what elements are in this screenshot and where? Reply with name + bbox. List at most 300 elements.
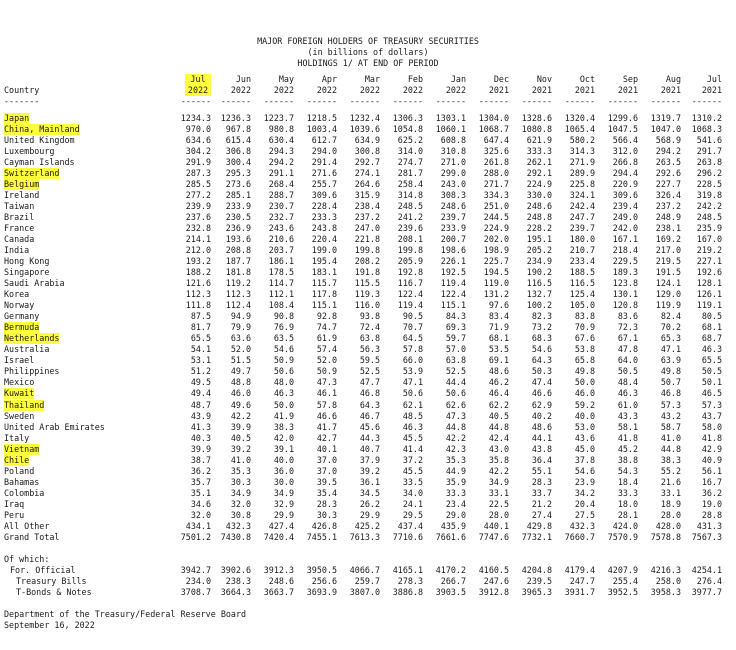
holding-value: 23.9 bbox=[574, 476, 595, 487]
holding-value: 285.5 bbox=[185, 179, 211, 190]
holding-value: 225.7 bbox=[483, 256, 509, 267]
holding-value: 130.1 bbox=[612, 289, 638, 300]
holding-value: 58.0 bbox=[701, 421, 722, 432]
holding-value: 55.2 bbox=[660, 465, 681, 476]
holding-value: 93.8 bbox=[359, 311, 380, 322]
holding-value: 237.2 bbox=[354, 212, 380, 223]
of-which-value: 3693.9 bbox=[306, 586, 337, 597]
holding-value: 205.2 bbox=[526, 245, 552, 256]
holding-value: 128.1 bbox=[696, 278, 722, 289]
column-header-year: 2021 bbox=[531, 85, 552, 96]
holding-value: 292.1 bbox=[526, 168, 552, 179]
table-row bbox=[4, 267, 732, 278]
table-row bbox=[4, 344, 732, 355]
holding-value: 34.9 bbox=[488, 476, 509, 487]
holding-value: 967.8 bbox=[225, 124, 251, 135]
holding-value: 167.1 bbox=[612, 234, 638, 245]
holding-value: 84.3 bbox=[445, 311, 466, 322]
table-row bbox=[4, 366, 732, 377]
holding-value: 45.5 bbox=[402, 432, 423, 443]
holding-value: 192.5 bbox=[440, 267, 466, 278]
holding-value: 1299.6 bbox=[607, 113, 638, 124]
holding-value: 119.4 bbox=[397, 300, 423, 311]
country-name: Grand Total bbox=[4, 531, 60, 542]
holding-value: 43.2 bbox=[660, 410, 681, 421]
holding-value: 1039.6 bbox=[349, 124, 380, 135]
holding-value: 41.9 bbox=[273, 410, 294, 421]
holding-value: 181.8 bbox=[225, 267, 251, 278]
document-title: MAJOR FOREIGN HOLDERS OF TREASURY SECURITIES bbox=[257, 36, 479, 46]
holding-value: 199.0 bbox=[311, 245, 337, 256]
holding-value: 64.3 bbox=[359, 399, 380, 410]
holding-value: 227.7 bbox=[655, 179, 681, 190]
holding-value: 49.6 bbox=[230, 399, 251, 410]
holding-value: 30.8 bbox=[230, 509, 251, 520]
holding-value: 50.3 bbox=[531, 366, 552, 377]
country-name: Japan bbox=[4, 113, 30, 124]
table-row bbox=[4, 488, 732, 499]
holding-value: 47.3 bbox=[316, 377, 337, 388]
holding-value: 54.1 bbox=[190, 344, 211, 355]
holding-value: 285.1 bbox=[225, 190, 251, 201]
holding-value: 7660.7 bbox=[564, 531, 595, 542]
country-name: Korea bbox=[4, 289, 30, 300]
holding-value: 230.7 bbox=[268, 201, 294, 212]
of-which-value: 3942.7 bbox=[180, 564, 211, 575]
of-which-row bbox=[4, 576, 732, 587]
country-name: Australia bbox=[4, 344, 50, 355]
holding-value: 68.1 bbox=[488, 333, 509, 344]
holding-value: 39.2 bbox=[359, 465, 380, 476]
holding-value: 1068.7 bbox=[478, 124, 509, 135]
table-row bbox=[4, 311, 732, 322]
holding-value: 57.4 bbox=[316, 344, 337, 355]
holding-value: 70.7 bbox=[402, 322, 423, 333]
holding-value: 427.4 bbox=[268, 520, 294, 531]
holding-value: 288.0 bbox=[483, 168, 509, 179]
holding-value: 261.8 bbox=[483, 157, 509, 168]
holding-value: 312.0 bbox=[612, 146, 638, 157]
holding-value: 28.0 bbox=[660, 509, 681, 520]
of-which-row bbox=[4, 587, 732, 598]
holding-value: 54.6 bbox=[273, 344, 294, 355]
country-name: Singapore bbox=[4, 267, 50, 278]
of-which-value: 3958.3 bbox=[650, 586, 681, 597]
footer-source: Department of the Treasury/Federal Reserve Board bbox=[4, 608, 247, 619]
of-which-value: 239.5 bbox=[526, 575, 552, 586]
holding-value: 45.0 bbox=[574, 443, 595, 454]
holding-value: 41.8 bbox=[701, 432, 722, 443]
country-header-underline: ------- bbox=[4, 96, 40, 107]
holding-value: 74.7 bbox=[316, 322, 337, 333]
holding-value: 1236.3 bbox=[220, 113, 251, 124]
holding-value: 218.4 bbox=[612, 245, 638, 256]
holding-value: 61.0 bbox=[617, 399, 638, 410]
holding-value: 271.7 bbox=[483, 179, 509, 190]
holding-value: 79.9 bbox=[230, 322, 251, 333]
country-name: Norway bbox=[4, 300, 35, 311]
holding-value: 243.0 bbox=[440, 179, 466, 190]
holding-value: 214.1 bbox=[185, 234, 211, 245]
holding-value: 62.9 bbox=[531, 399, 552, 410]
holding-value: 24.1 bbox=[402, 498, 423, 509]
holding-value: 225.8 bbox=[569, 179, 595, 190]
column-header-year: 2022 bbox=[402, 85, 423, 96]
holding-value: 34.9 bbox=[273, 487, 294, 498]
holding-value: 47.7 bbox=[359, 377, 380, 388]
holdings-table bbox=[4, 113, 732, 543]
holding-value: 1328.6 bbox=[521, 113, 552, 124]
treasury-holdings-document bbox=[4, 0, 732, 631]
holding-value: 53.9 bbox=[402, 366, 423, 377]
holding-value: 29.9 bbox=[273, 509, 294, 520]
holding-value: 40.9 bbox=[701, 454, 722, 465]
of-which-row-label: T-Bonds & Notes bbox=[16, 586, 92, 597]
holding-value: 271.6 bbox=[311, 168, 337, 179]
footer-date: September 16, 2022 bbox=[4, 619, 95, 630]
holding-value: 46.4 bbox=[488, 388, 509, 399]
holding-value: 47.1 bbox=[402, 377, 423, 388]
column-header-month: May bbox=[278, 74, 294, 85]
holding-value: 248.5 bbox=[397, 201, 423, 212]
holding-value: 39.5 bbox=[316, 476, 337, 487]
country-name: Thailand bbox=[4, 399, 45, 410]
holding-value: 324.1 bbox=[569, 190, 595, 201]
holding-value: 208.2 bbox=[354, 256, 380, 267]
holding-value: 47.3 bbox=[445, 410, 466, 421]
column-header-month: Jun bbox=[235, 74, 251, 85]
holding-value: 65.5 bbox=[701, 355, 722, 366]
holding-value: 295.3 bbox=[225, 168, 251, 179]
holding-value: 47.8 bbox=[617, 344, 638, 355]
column-header-underline: ------ bbox=[478, 96, 509, 107]
holding-value: 1320.4 bbox=[564, 113, 595, 124]
of-which-value: 3912.8 bbox=[478, 586, 509, 597]
of-which-value: 3903.5 bbox=[435, 586, 466, 597]
holding-value: 29.9 bbox=[359, 509, 380, 520]
holding-value: 315.9 bbox=[354, 190, 380, 201]
table-row bbox=[4, 212, 732, 223]
of-which-value: 4160.5 bbox=[478, 564, 509, 575]
column-header-underline: ------ bbox=[435, 96, 466, 107]
holding-value: 291.7 bbox=[696, 146, 722, 157]
holding-value: 268.4 bbox=[268, 179, 294, 190]
holding-value: 68.7 bbox=[701, 333, 722, 344]
table-row bbox=[4, 510, 732, 521]
holding-value: 28.8 bbox=[701, 509, 722, 520]
holding-value: 63.9 bbox=[660, 355, 681, 366]
holding-value: 219.5 bbox=[655, 256, 681, 267]
holding-value: 62.2 bbox=[488, 399, 509, 410]
holding-value: 169.2 bbox=[655, 234, 681, 245]
holding-value: 37.0 bbox=[316, 465, 337, 476]
holding-value: 50.6 bbox=[273, 366, 294, 377]
holding-value: 36.4 bbox=[531, 454, 552, 465]
of-which-value: 3902.6 bbox=[220, 564, 251, 575]
holding-value: 58.1 bbox=[617, 421, 638, 432]
column-header-month: Mar bbox=[364, 74, 380, 85]
holding-value: 7661.6 bbox=[435, 531, 466, 542]
of-which-value: 4179.4 bbox=[564, 564, 595, 575]
holding-value: 440.1 bbox=[483, 520, 509, 531]
holding-value: 47.1 bbox=[660, 344, 681, 355]
holding-value: 46.7 bbox=[359, 410, 380, 421]
holding-value: 43.9 bbox=[190, 410, 211, 421]
holding-value: 183.1 bbox=[311, 267, 337, 278]
column-header-year: 2022 bbox=[185, 85, 211, 96]
holding-value: 30.3 bbox=[316, 509, 337, 520]
table-row bbox=[4, 124, 732, 135]
holding-value: 42.3 bbox=[445, 443, 466, 454]
holding-value: 266.8 bbox=[612, 157, 638, 168]
country-name: Sweden bbox=[4, 410, 35, 421]
holding-value: 63.8 bbox=[445, 355, 466, 366]
holding-value: 203.7 bbox=[268, 245, 294, 256]
table-row bbox=[4, 521, 732, 532]
holding-value: 1223.7 bbox=[263, 113, 294, 124]
holding-value: 116.0 bbox=[354, 300, 380, 311]
column-header-underline: ------ bbox=[220, 96, 251, 107]
holding-value: 333.3 bbox=[526, 146, 552, 157]
holding-value: 319.8 bbox=[696, 190, 722, 201]
of-which-value: 259.7 bbox=[354, 575, 380, 586]
holding-value: 325.6 bbox=[483, 146, 509, 157]
header-dash-row bbox=[4, 96, 732, 107]
holding-value: 119.1 bbox=[696, 300, 722, 311]
holding-value: 239.7 bbox=[569, 223, 595, 234]
holding-value: 64.0 bbox=[617, 355, 638, 366]
holding-value: 42.4 bbox=[488, 432, 509, 443]
holding-value: 119.3 bbox=[354, 289, 380, 300]
holding-value: 58.7 bbox=[660, 421, 681, 432]
title-line-2 bbox=[4, 37, 732, 58]
column-header-year: 2021 bbox=[488, 85, 509, 96]
holding-value: 1304.0 bbox=[478, 113, 509, 124]
holding-value: 50.0 bbox=[273, 399, 294, 410]
holding-value: 334.3 bbox=[483, 190, 509, 201]
holding-value: 122.4 bbox=[440, 289, 466, 300]
table-row bbox=[4, 444, 732, 455]
holding-value: 239.6 bbox=[397, 223, 423, 234]
title-line-3 bbox=[4, 48, 732, 69]
holding-value: 247.0 bbox=[354, 223, 380, 234]
holding-value: 249.0 bbox=[612, 212, 638, 223]
holding-value: 116.7 bbox=[397, 278, 423, 289]
holding-value: 7430.8 bbox=[220, 531, 251, 542]
holding-value: 48.6 bbox=[531, 421, 552, 432]
holding-value: 647.4 bbox=[483, 135, 509, 146]
table-row bbox=[4, 223, 732, 234]
holding-value: 38.3 bbox=[273, 421, 294, 432]
holding-value: 18.9 bbox=[660, 498, 681, 509]
holding-value: 191.8 bbox=[354, 267, 380, 278]
holding-value: 7501.2 bbox=[180, 531, 211, 542]
holding-value: 300.8 bbox=[354, 146, 380, 157]
holding-value: 38.3 bbox=[660, 454, 681, 465]
holding-value: 630.4 bbox=[268, 135, 294, 146]
holding-value: 7570.9 bbox=[607, 531, 638, 542]
holding-value: 48.5 bbox=[402, 410, 423, 421]
holding-value: 35.9 bbox=[445, 476, 466, 487]
holding-value: 83.6 bbox=[617, 311, 638, 322]
holding-value: 199.8 bbox=[354, 245, 380, 256]
holding-value: 28.1 bbox=[617, 509, 638, 520]
holding-value: 970.0 bbox=[185, 124, 211, 135]
holding-value: 217.0 bbox=[655, 245, 681, 256]
holding-value: 87.5 bbox=[190, 311, 211, 322]
holding-value: 63.8 bbox=[359, 333, 380, 344]
column-header-month: Feb bbox=[407, 74, 423, 85]
holding-value: 271.9 bbox=[569, 157, 595, 168]
holding-value: 59.7 bbox=[445, 333, 466, 344]
holding-value: 41.8 bbox=[617, 432, 638, 443]
holding-value: 18.0 bbox=[617, 498, 638, 509]
holding-value: 63.6 bbox=[230, 333, 251, 344]
holding-value: 50.1 bbox=[701, 377, 722, 388]
holding-value: 49.8 bbox=[660, 366, 681, 377]
holding-value: 198.9 bbox=[483, 245, 509, 256]
country-column-header: Country bbox=[4, 85, 40, 96]
holding-value: 40.7 bbox=[359, 443, 380, 454]
country-name: Switzerland bbox=[4, 168, 60, 179]
of-which-value: 4207.9 bbox=[607, 564, 638, 575]
holding-value: 7455.1 bbox=[306, 531, 337, 542]
holding-value: 121.6 bbox=[185, 278, 211, 289]
holding-value: 41.3 bbox=[190, 421, 211, 432]
holding-value: 1068.3 bbox=[691, 124, 722, 135]
holding-value: 52.5 bbox=[359, 366, 380, 377]
holding-value: 314.3 bbox=[569, 146, 595, 157]
column-header-month: Aug bbox=[665, 74, 681, 85]
holding-value: 62.1 bbox=[402, 399, 423, 410]
holding-value: 124.1 bbox=[655, 278, 681, 289]
holding-value: 51.2 bbox=[190, 366, 211, 377]
holding-value: 82.4 bbox=[660, 311, 681, 322]
holding-value: 180.0 bbox=[569, 234, 595, 245]
holding-value: 39.9 bbox=[190, 443, 211, 454]
holding-value: 40.0 bbox=[574, 410, 595, 421]
holding-value: 228.5 bbox=[696, 179, 722, 190]
holding-value: 42.7 bbox=[316, 432, 337, 443]
holding-value: 65.8 bbox=[574, 355, 595, 366]
holding-value: 67.6 bbox=[574, 333, 595, 344]
holding-value: 309.6 bbox=[311, 190, 337, 201]
holding-value: 1065.4 bbox=[564, 124, 595, 135]
holding-value: 28.3 bbox=[531, 476, 552, 487]
country-name: India bbox=[4, 245, 30, 256]
table-row bbox=[4, 278, 732, 289]
holding-value: 49.8 bbox=[574, 366, 595, 377]
holding-value: 314.8 bbox=[397, 190, 423, 201]
holding-value: 50.0 bbox=[574, 377, 595, 388]
title-line-1 bbox=[4, 26, 732, 46]
holding-value: 48.6 bbox=[488, 366, 509, 377]
holding-value: 49.4 bbox=[190, 388, 211, 399]
country-name: Poland bbox=[4, 465, 35, 476]
of-which-value: 3912.3 bbox=[263, 564, 294, 575]
holding-value: 247.7 bbox=[569, 212, 595, 223]
of-which-value: 248.6 bbox=[268, 575, 294, 586]
holding-value: 431.3 bbox=[696, 520, 722, 531]
holding-value: 264.6 bbox=[354, 179, 380, 190]
holding-value: 34.2 bbox=[574, 487, 595, 498]
holding-value: 186.1 bbox=[268, 256, 294, 267]
holding-value: 114.7 bbox=[268, 278, 294, 289]
holding-value: 112.3 bbox=[225, 289, 251, 300]
of-which-label: Of which: bbox=[4, 553, 50, 564]
holding-value: 40.1 bbox=[316, 443, 337, 454]
holding-value: 248.6 bbox=[440, 201, 466, 212]
holding-value: 7747.6 bbox=[478, 531, 509, 542]
holding-value: 330.0 bbox=[526, 190, 552, 201]
of-which-value: 255.4 bbox=[612, 575, 638, 586]
holding-value: 50.7 bbox=[660, 377, 681, 388]
country-name: Luxembourg bbox=[4, 146, 55, 157]
of-which-value: 266.7 bbox=[440, 575, 466, 586]
holding-value: 81.7 bbox=[190, 322, 211, 333]
country-name: United Arab Emirates bbox=[4, 421, 105, 432]
holding-value: 43.0 bbox=[488, 443, 509, 454]
holding-value: 66.0 bbox=[402, 355, 423, 366]
holding-value: 53.8 bbox=[574, 344, 595, 355]
holding-value: 38.7 bbox=[190, 454, 211, 465]
document-subtitle-units: (in billions of dollars) bbox=[307, 47, 429, 58]
footer-date-line bbox=[4, 620, 732, 631]
holding-value: 296.2 bbox=[696, 168, 722, 179]
holding-value: 300.4 bbox=[225, 157, 251, 168]
holding-value: 33.7 bbox=[531, 487, 552, 498]
holding-value: 64.3 bbox=[531, 355, 552, 366]
holding-value: 234.9 bbox=[526, 256, 552, 267]
holding-value: 248.8 bbox=[526, 212, 552, 223]
holding-value: 308.3 bbox=[440, 190, 466, 201]
holding-value: 21.6 bbox=[660, 476, 681, 487]
holding-value: 193.6 bbox=[225, 234, 251, 245]
column-header-underline: ------ bbox=[349, 96, 380, 107]
holding-value: 227.1 bbox=[696, 256, 722, 267]
holding-value: 26.2 bbox=[359, 498, 380, 509]
holding-value: 112.1 bbox=[268, 289, 294, 300]
holding-value: 233.3 bbox=[311, 212, 337, 223]
of-which-value: 256.6 bbox=[311, 575, 337, 586]
holding-value: 238.4 bbox=[354, 201, 380, 212]
holding-value: 434.1 bbox=[185, 520, 211, 531]
holding-value: 46.8 bbox=[359, 388, 380, 399]
of-which-value: 3965.3 bbox=[521, 586, 552, 597]
holding-value: 33.3 bbox=[617, 487, 638, 498]
of-which-value: 3807.0 bbox=[349, 586, 380, 597]
holding-value: 53.0 bbox=[574, 421, 595, 432]
holding-value: 90.5 bbox=[402, 311, 423, 322]
holding-value: 50.9 bbox=[316, 366, 337, 377]
table-row bbox=[4, 455, 732, 466]
holding-value: 310.8 bbox=[440, 146, 466, 157]
holding-value: 122.4 bbox=[397, 289, 423, 300]
document-subtitle-period: HOLDINGS 1/ AT END OF PERIOD bbox=[297, 58, 439, 69]
holding-value: 112.4 bbox=[225, 300, 251, 311]
of-which-row bbox=[4, 565, 732, 576]
holding-value: 314.0 bbox=[397, 146, 423, 157]
country-name: Hong Kong bbox=[4, 256, 50, 267]
holding-value: 187.7 bbox=[225, 256, 251, 267]
holding-value: 277.2 bbox=[185, 190, 211, 201]
holding-value: 233.9 bbox=[440, 223, 466, 234]
holding-value: 229.5 bbox=[612, 256, 638, 267]
holding-value: 39.1 bbox=[273, 443, 294, 454]
holding-value: 1047.0 bbox=[650, 124, 681, 135]
holding-value: 220.9 bbox=[612, 179, 638, 190]
holding-value: 57.3 bbox=[701, 399, 722, 410]
